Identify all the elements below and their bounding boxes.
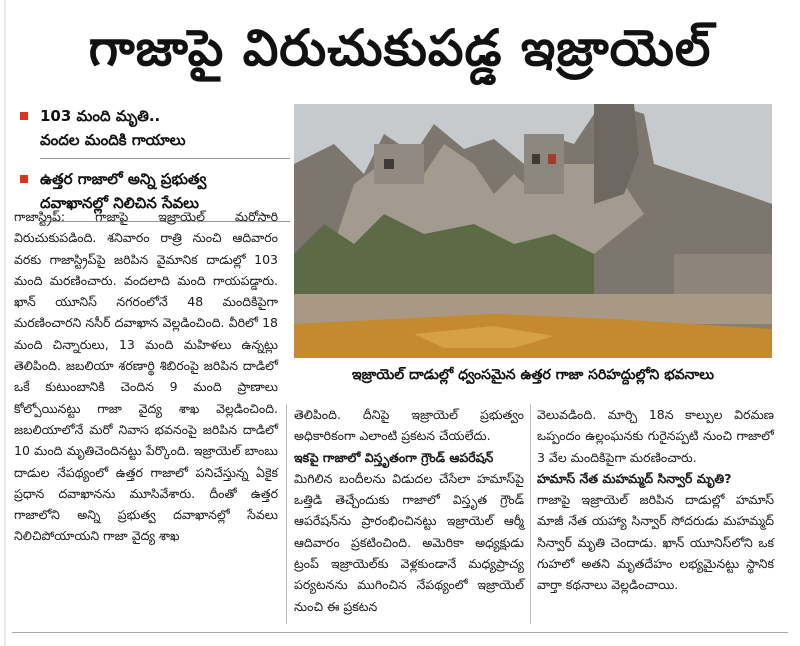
- article-column-1: [14, 206, 278, 547]
- bullet-line: 103 మంది మృతి..: [40, 107, 161, 125]
- bullet-line: దవాఖానల్లో నిలిచిన సేవలు: [40, 191, 290, 222]
- column-divider: [286, 404, 287, 624]
- headline: గాజాపై విరుచుకుపడ్డ ఇజ్రాయెల్: [88, 19, 712, 77]
- bullet-line: ఉత్తర గాజాలో అన్ని ప్రభుత్వ: [40, 170, 207, 188]
- bullet-square-icon: [20, 112, 28, 120]
- bullet-line: వందల మందికి గాయాలు: [40, 128, 290, 159]
- bullet-item: [18, 104, 290, 159]
- photo-caption: ఇజ్రాయెల్ దాడుల్లో ధ్వంసమైన ఉత్తర గాజా సరిహద్దుల్లోని భవనాలు: [352, 367, 714, 383]
- article-paragraph: గాజాపై ఇజ్రాయెల్ జరిపిన దాడుల్లో హమాస్ మాజీ నేత యహ్యా సిన్వార్ సోదరుడు మహమ్మద్ సిన్వార్ మృతి చెందాడు. ఖాన్ యూనిస్‌లోని ఒక గుహలో అతని మృతదేహం లభ్యమైనట్టు స్థానిక వార్తా కథనాలు వెల్లడించాయి.: [537, 492, 774, 593]
- page-edge: [4, 0, 6, 646]
- bottom-rule: [12, 632, 788, 633]
- article-paragraph: మిగిలిన బందీలను విడుదల చేసేలా హమాస్‌పై ఒత్తిడి తెచ్చేందుకు గాజాలో విస్తృత గ్రౌండ్ ఆపరేషన్‌ను ప్రారంభించినట్టు ఇజ్రాయెల్ ఆర్మీ ఆదివారం ప్రకటించింది. అమెరికా అధ్యక్షుడు ట్రంప్ ఇజ్రాయెల్‌కు వెళ్లకుండానే మధ్యప్రాచ్య పర్యటనను ముగించిన నేపథ్యంలో ఇజ్రాయెల్ నుంచి ఈ ప్రకటన: [294, 470, 524, 614]
- article-paragraph: తెలిపింది. దీనిపై ఇజ్రాయెల్ ప్రభుత్వం అధికారికంగా ఎలాంటి ప్రకటన చేయలేదు.: [294, 407, 524, 444]
- article-paragraph: వెలువడింది. మార్చి 18న కాల్పుల విరమణ ఒప్పందం ఉల్లంఘనకు గురైనప్పటి నుంచి గాజాలో 3 వేల మందికిపైగా మరణించారు.: [537, 407, 774, 465]
- article-column-2: [294, 404, 524, 617]
- column-divider: [530, 404, 531, 624]
- news-photo: [294, 104, 772, 358]
- article-paragraph: గాజాస్ట్రిప్: గాజాపై ఇజ్రాయెల్ మరోసారి విరుచుకుపడింది. శనివారం రాత్రి నుంచి ఆదివారం వరకు గాజాస్ట్రిప్‌పై జరిపిన వైమానిక దాడుల్లో 103 మంది మరణించారు. వందలాది మంది గాయపడ్డారు. ఖాన్ యూనిస్ నగరంలోనే 48 మందికిపైగా మరణించారని నసీర్ దవాఖాన వెల్లడించింది. వీరిలో 18 మంది చిన్నారులు, 13 మంది మహిళలు ఉన్నట్లు తెలిపింది. జబలియా శరణార్థి శిబిరంపై జరిపిన దాడిలో ఒకే కుటుంబానికి చెందిన 9 మంది ప్రాణాలు కోల్పోయినట్టు గాజా వైద్య శాఖ వెల్లడించింది. జబలియాలోనే మరో నివాస భవనంపై జరిపిన దాడిలో 10 మంది మృతిచెందినట్టు పేర్కొంది. ఇజ్రాయెల్ బాంబు దాడుల నేపథ్యంలో ఉత్తర గాజాలో పనిచేస్తున్న ఏకైక ప్రధాన దవాఖానను మూసివేశారు. దీంతో ఉత్తర గాజాలోని అన్ని ప్రభుత్వ దవాఖానల్లో సేవలు నిలిచిపోయాయని గాజా వైద్య శాఖ: [14, 209, 278, 544]
- bullet-square-icon: [20, 175, 28, 183]
- article-column-3: [537, 404, 774, 596]
- destroyed-buildings-image: [294, 104, 772, 358]
- article-subhead: హమాస్ నేత మహమ్మద్ సిన్వార్ మృతి?: [537, 470, 732, 486]
- article-subhead: ఇకపై గాజాలో విస్తృతంగా గ్రౌండ్ ఆపరేషన్: [294, 449, 494, 465]
